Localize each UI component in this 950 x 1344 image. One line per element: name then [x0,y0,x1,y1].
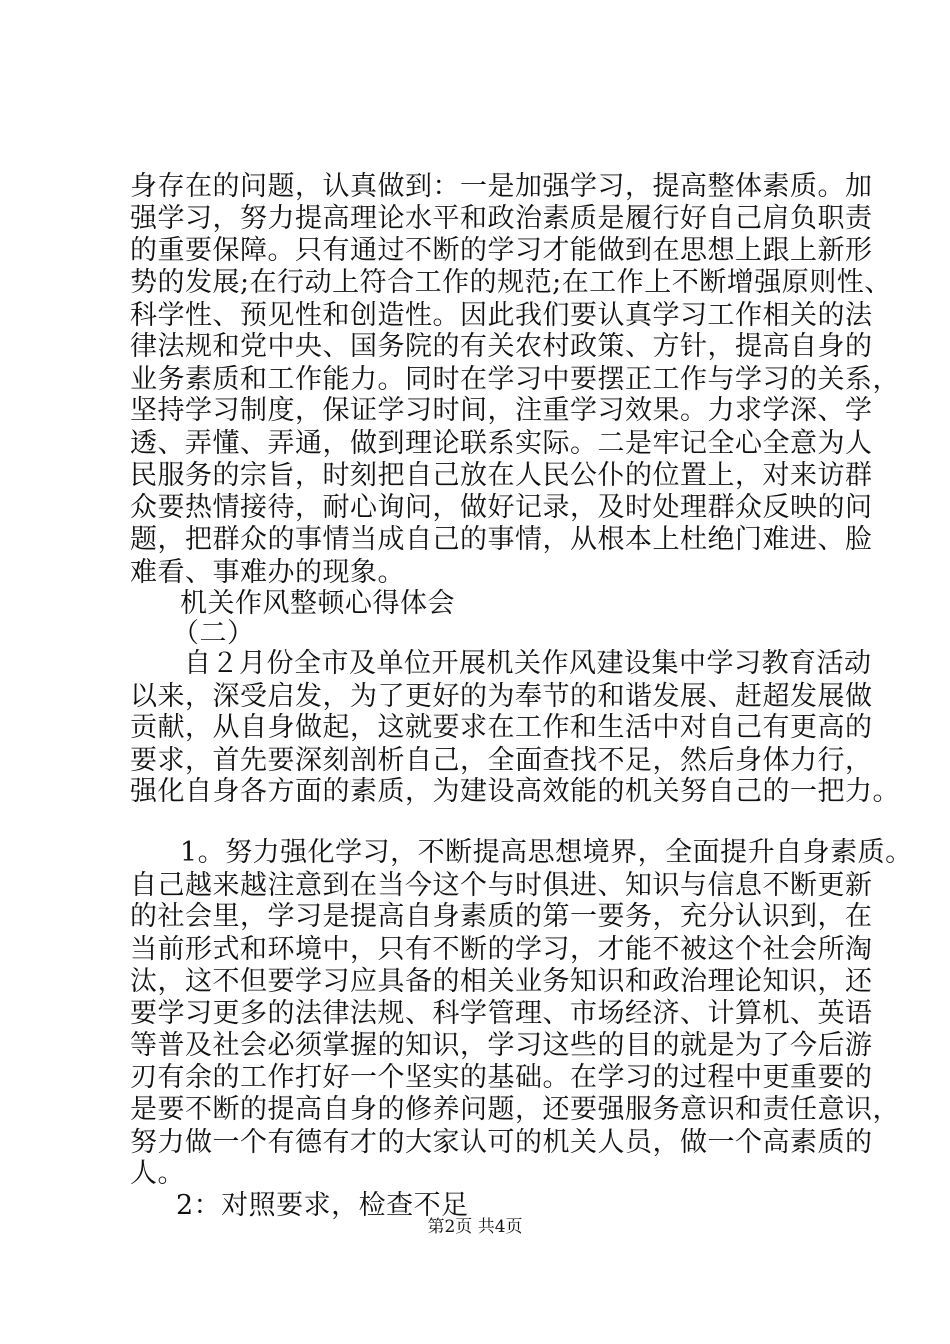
text-line: 难看、事难办的现象。 [130,557,405,588]
page-footer: 第2页 共4页 [427,1217,523,1237]
text-line: 透、弄懂、弄通，做到理论联系实际。二是牢记全心全意为人 [130,428,873,459]
text-line: 刃有余的工作打好一个坚实的基础。在学习的过程中更重要的 [130,1062,873,1093]
text-line: 是要不断的提高自身的修养问题，还要强服务意识和责任意识， [130,1094,900,1125]
text-line: 自２月份全市及单位开展机关作风建设集中学习教育活动 [184,648,872,679]
text-line: 要学习更多的法律法规、科学管理、市场经济、计算机、英语 [130,998,873,1029]
text-line: 努力做一个有德有才的大家认可的机关人员，做一个高素质的 [130,1127,873,1158]
text-line: 的重要保障。只有通过不断的学习才能做到在思想上跟上新形 [130,235,873,266]
section-heading: 机关作风整顿心得体会 [180,588,455,619]
section-number: （二） [172,618,255,649]
text-line: 势的发展;在行动上符合工作的规范;在工作上不断增强原则性、 [130,267,892,298]
text-line: 1。努力强化学习，不断提高思想境界，全面提升自身素质。 [180,837,913,868]
text-line: 题，把群众的事情当成自己的事情，从根本上杜绝门难进、脸 [130,524,873,555]
text-line: 身存在的问题，认真做到：一是加强学习，提高整体素质。加 [130,171,873,202]
text-line: 当前形式和环境中，只有不断的学习，才能不被这个社会所淘 [130,934,873,965]
text-line: 民服务的宗旨，时刻把自己放在人民公仆的位置上，对来访群 [130,460,873,491]
text-line: 2：对照要求，检查不足 [176,1190,469,1221]
text-line: 等普及社会必须掌握的知识，学习这些的目的就是为了今后游 [130,1030,873,1061]
text-line: 科学性、预见性和创造性。因此我们要认真学习工作相关的法 [130,300,873,331]
text-line: 众要热情接待，耐心询问，做好记录，及时处理群众反映的问 [130,492,873,523]
text-line: 业务素质和工作能力。同时在学习中要摆正工作与学习的关系， [130,364,900,395]
text-line: 律法规和党中央、国务院的有关农村政策、方针，提高自身的 [130,331,873,362]
text-line: 以来，深受启发，为了更好的为奉节的和谐发展、赶超发展做 [130,681,873,712]
text-line: 强学习，努力提高理论水平和政治素质是履行好自己肩负职责 [130,203,873,234]
text-line: 强化自身各方面的素质，为建设高效能的机关努自己的一把力。 [130,776,900,807]
text-line: 自己越来越注意到在当今这个与时俱进、知识与信息不断更新 [130,870,873,901]
text-line: 人。 [130,1158,185,1189]
text-line: 坚持学习制度，保证学习时间，注重学习效果。力求学深、学 [130,395,873,426]
text-line: 汰，这不但要学习应具备的相关业务知识和政治理论知识，还 [130,966,873,997]
text-line: 要求，首先要深刻剖析自己，全面查找不足，然后身体力行， [130,745,873,776]
text-line: 贡献，从自身做起，这就要求在工作和生活中对自己有更高的 [130,712,873,743]
text-line: 的社会里，学习是提高自身素质的第一要务，充分认识到，在 [130,901,873,932]
